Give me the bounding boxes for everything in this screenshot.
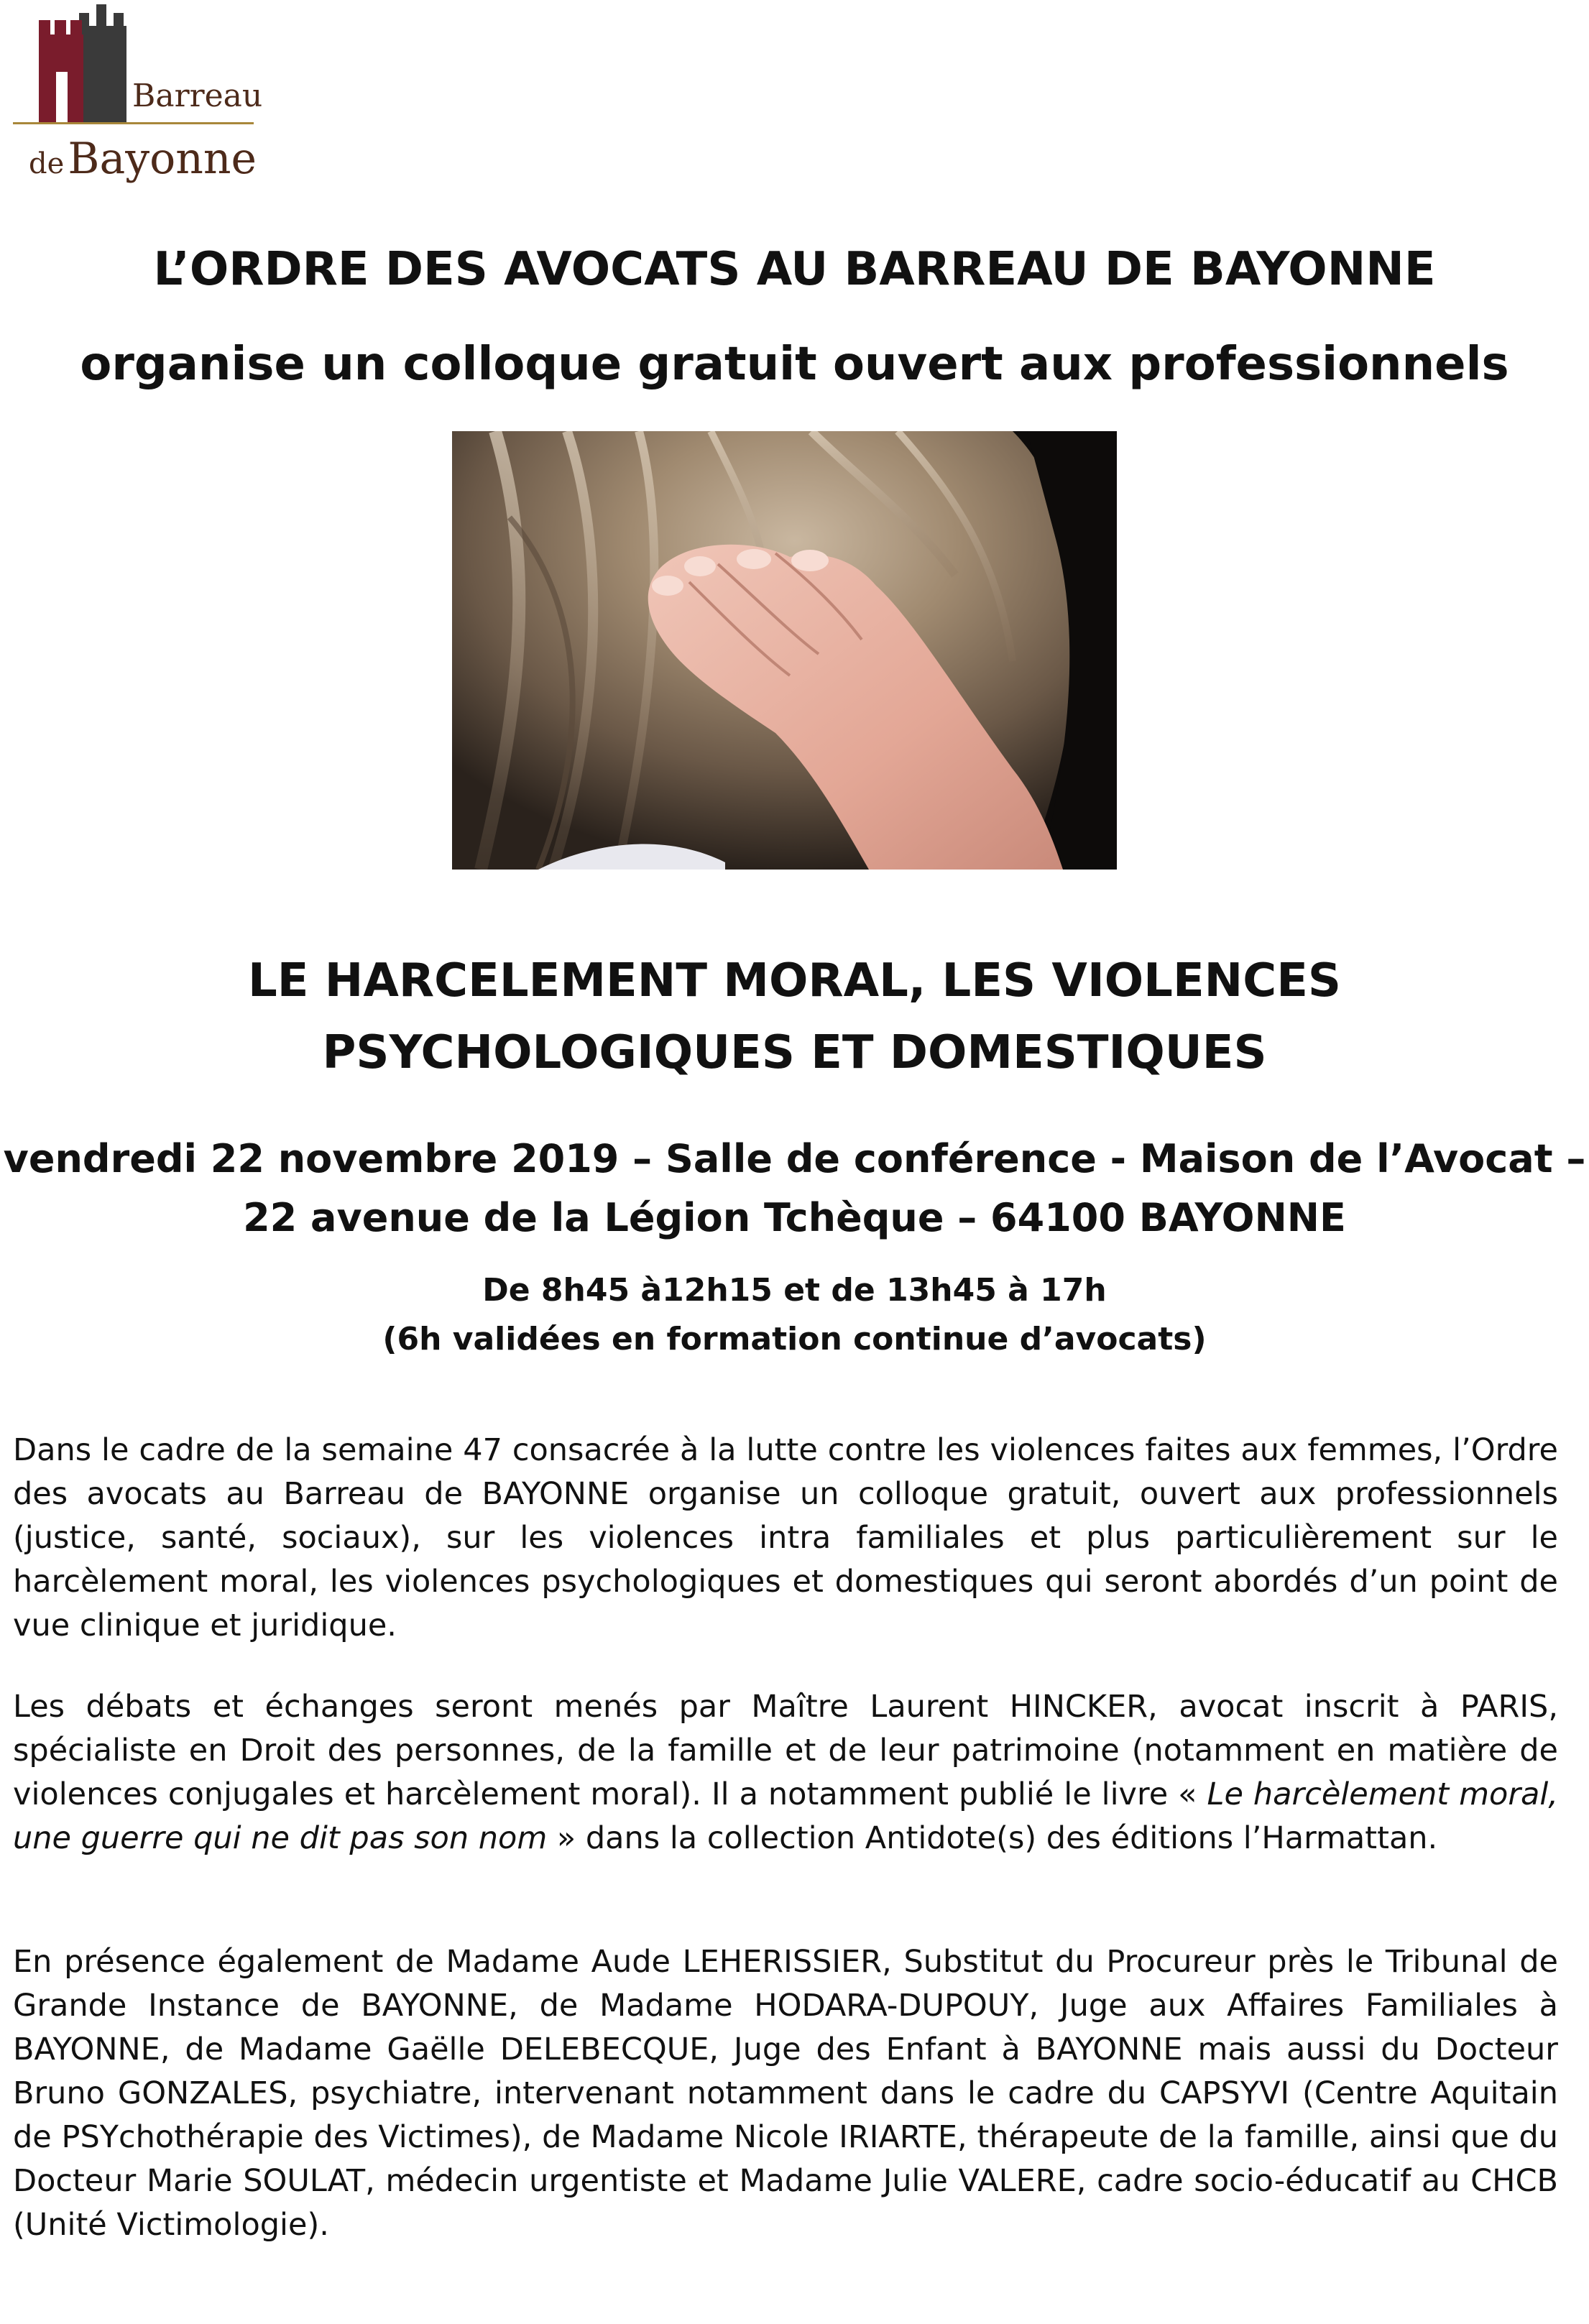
child-covering-ear-photo	[452, 431, 1117, 870]
event-date-venue: vendredi 22 novembre 2019 – Salle de conférence - Maison de l’Avocat –	[3, 1136, 1586, 1181]
paragraph-context-text: Dans le cadre de la semaine 47 consacrée à la lutte contre les violences faites aux femmes, l’Ordre des avocats au Barreau de BAYONNE organise un colloque gratuit, ouvert aux professionnels (justice, santé, sociaux), sur les violences intra familiales et plus particulièrement sur le harcèlement moral, les violences psychologiques et domestiques qui seront abordés d’un point de vue clinique et juridique.	[13, 1432, 1558, 1643]
barreau-logo	[10, 0, 263, 198]
event-details	[0, 1130, 1589, 1248]
speaker-text-after: » dans la collection Antidote(s) des éditions l’Harmattan.	[547, 1820, 1438, 1856]
logo-text-bayonne	[29, 134, 257, 184]
hours-schedule: De 8h45 à12h15 et de 13h45 à 17h	[482, 1272, 1107, 1309]
page-subtitle: organise un colloque gratuit ouvert aux professionnels	[80, 338, 1509, 391]
paragraph-participants	[13, 1940, 1558, 2247]
topic-line-1: LE HARCELEMENT MORAL, LES VIOLENCES	[248, 954, 1341, 1007]
photo-illustration	[452, 431, 1117, 870]
speaker-text-before: Les débats et échanges seront menés par Maître Laurent HINCKER, avocat inscrit à PARIS, spécialiste en Droit des personnes, de la famille et de leur patrimoine (notamment en matière de violences conjugales et harcèlement moral). Il a notamment publié le livre «	[13, 1689, 1558, 1812]
logo-rule	[13, 122, 254, 124]
topic-title	[0, 945, 1589, 1089]
paragraph-speaker	[13, 1685, 1558, 1860]
logo-text-bayonne-name: Bayonne	[68, 134, 257, 184]
paragraph-speaker-text	[13, 1685, 1558, 1860]
topic-line-2: PSYCHOLOGIQUES ET DOMESTIQUES	[322, 1026, 1267, 1079]
paragraph-context	[13, 1429, 1558, 1648]
logo-text-de: de	[29, 147, 65, 180]
logo-buildings-icon	[10, 0, 132, 124]
book-title: Le harcèlement moral, une guerre qui ne dit pas son nom	[13, 1776, 1558, 1856]
event-hours	[0, 1266, 1589, 1364]
hours-validation: (6h validées en formation continue d’avocats)	[382, 1321, 1207, 1357]
event-address: 22 avenue de la Légion Tchèque – 64100 BAYONNE	[243, 1195, 1346, 1240]
page-title: L’ORDRE DES AVOCATS AU BARREAU DE BAYONNE	[153, 243, 1436, 296]
paragraph-participants-text: En présence également de Madame Aude LEHERISSIER, Substitut du Procureur près le Tribunal de Grande Instance de BAYONNE, de Madame HODARA-DUPOUY, Juge aux Affaires Familiales à BAYONNE, de Madame Gaëlle DELEBECQUE, Juge des Enfant à BAYONNE mais aussi du Docteur Bruno GONZALES, psychiatre, intervenant notamment dans le cadre du CAPSYVI (Centre Aquitain de PSYchothérapie des Victimes), de Madame Nicole IRIARTE, thérapeute de la famille, ainsi que du Docteur Marie SOULAT, médecin urgentiste et Madame Julie VALERE, cadre socio-éducatif au CHCB (Unité Victimologie).	[13, 1944, 1558, 2243]
logo-text-barreau: Barreau	[132, 78, 263, 114]
